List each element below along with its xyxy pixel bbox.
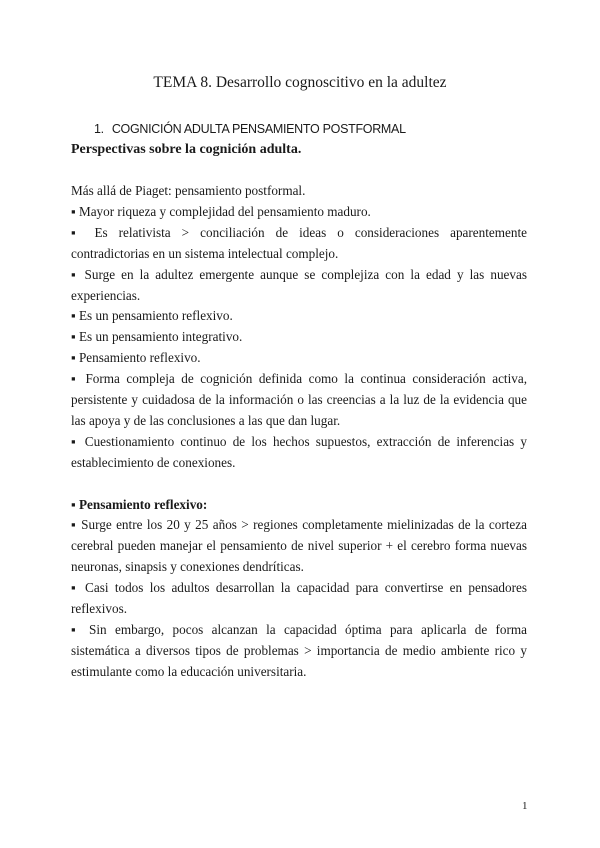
- section-number: 1.: [94, 122, 104, 136]
- subheading: Perspectivas sobre la cognición adulta.: [71, 142, 302, 157]
- bullet-paragraph: ▪ Es relativista > conciliación de ideas o consideraciones aparentemente contradictorias en un sistema intelectual complejo.: [71, 224, 527, 261]
- bullet-paragraph: ▪ Mayor riqueza y complejidad del pensamiento maduro.: [71, 203, 371, 219]
- block-heading: ▪ Pensamiento reflexivo:: [71, 496, 208, 512]
- bullet-paragraph: ▪ Surge entre los 20 y 25 años > regiones completamente mielinizadas de la corteza cerebral pueden manejar el pensamiento de nivel superior + el cerebro forma nuevas neuronas, sinapsis y conexiones dendríticas.: [71, 517, 527, 575]
- paragraph-gap: [71, 474, 527, 495]
- bullet-paragraph: ▪ Es un pensamiento reflexivo.: [71, 308, 233, 324]
- bullet-paragraph: ▪ Forma compleja de cognición definida como la continua consideración activa, persistente y cuidadosa de la información o las creencias a la luz de la evidencia que las apoya y de las conclusiones a las que dan lugar.: [71, 371, 527, 428]
- paragraph: Más allá de Piaget: pensamiento postformal.: [71, 183, 306, 198]
- document-body: [71, 181, 527, 683]
- bullet-paragraph: ▪ Surge en la adultez emergente aunque se complejiza con la edad y las nuevas experiencias.: [71, 266, 527, 303]
- bullet-paragraph: ▪ Pensamiento reflexivo.: [71, 350, 201, 366]
- document-title: TEMA 8. Desarrollo cognoscitivo en la adultez: [153, 74, 447, 91]
- bullet-paragraph: ▪ Casi todos los adultos desarrollan la capacidad para convertirse en pensadores reflexivos.: [71, 580, 527, 617]
- section-heading-text: COGNICIÓN ADULTA PENSAMIENTO POSTFORMAL: [111, 122, 406, 136]
- bullet-paragraph: ▪ Es un pensamiento integrativo.: [71, 329, 243, 345]
- page-number: 1: [522, 800, 528, 812]
- bullet-paragraph: ▪ Cuestionamiento continuo de los hechos supuestos, extracción de inferencias y establecimiento de conexiones.: [71, 433, 527, 470]
- section-heading: [94, 122, 406, 136]
- bullet-paragraph: ▪ Sin embargo, pocos alcanzan la capacidad óptima para aplicarla de forma sistemática a diversos tipos de problemas > importancia de medio ambiente rico y estimulante como la educación universitaria.: [71, 622, 527, 679]
